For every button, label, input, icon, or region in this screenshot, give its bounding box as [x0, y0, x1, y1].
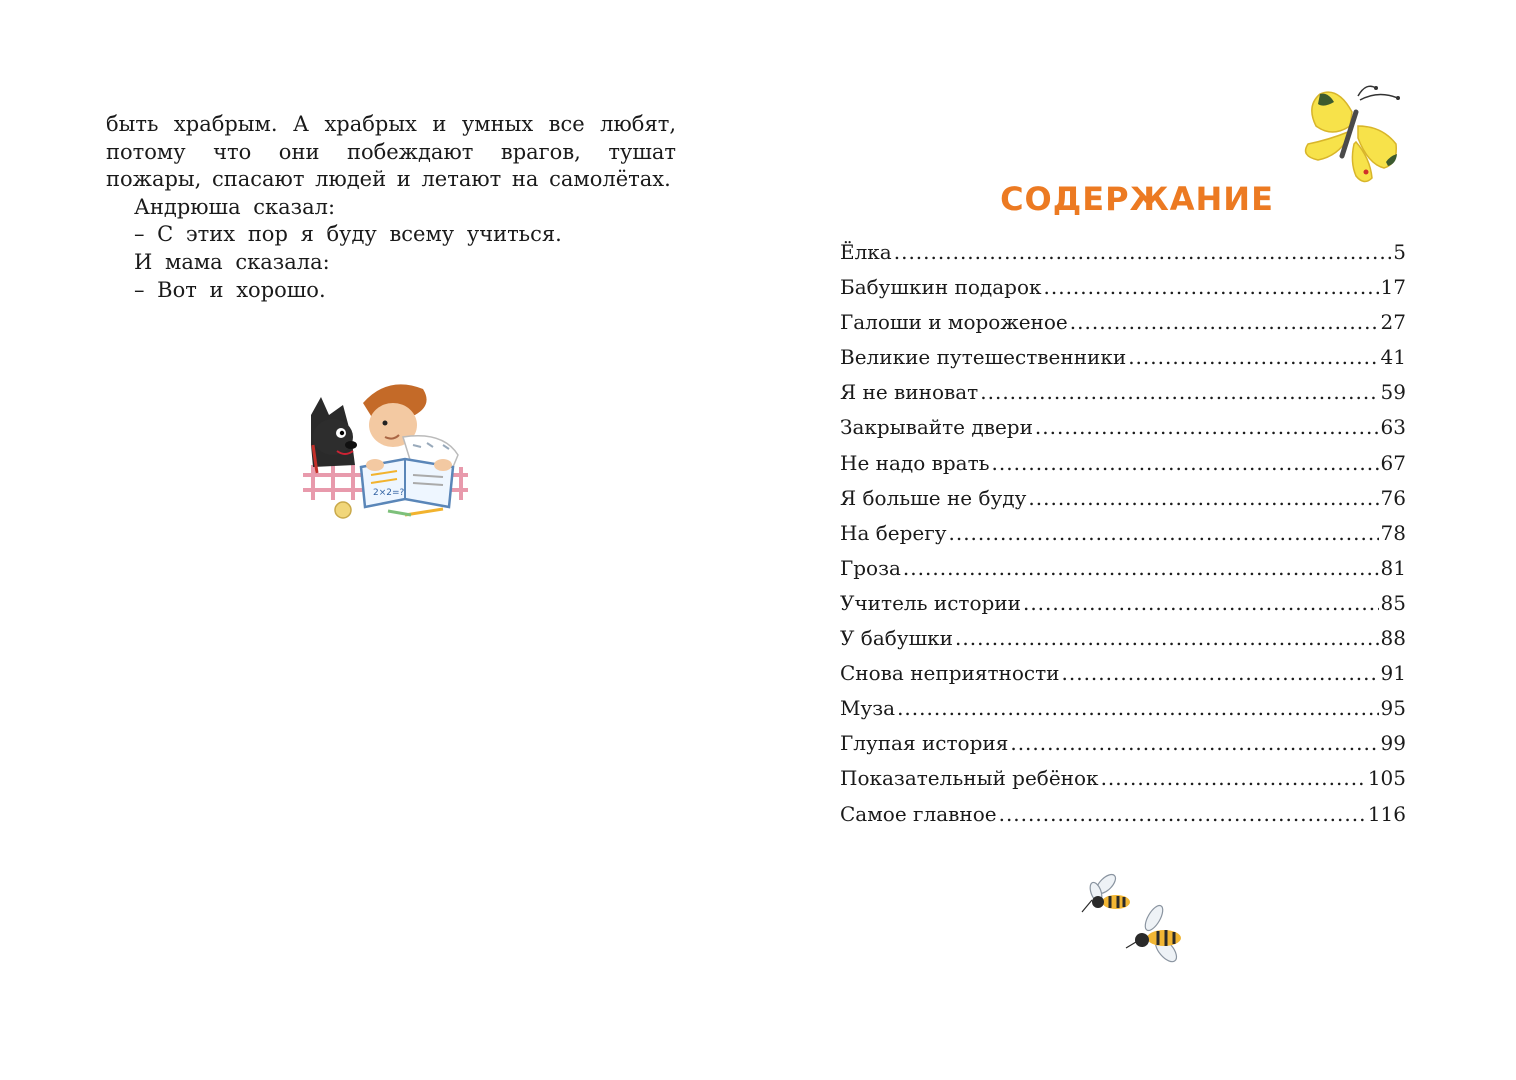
- toc-entry-title: Самое главное: [840, 801, 997, 826]
- toc-leader-dots: [1035, 415, 1379, 439]
- toc-entry-page-number: 78: [1380, 520, 1406, 545]
- butterfly-illustration: [1298, 82, 1408, 190]
- toc-leader-dots: [903, 556, 1379, 580]
- toc-entry-page-number: 41: [1380, 345, 1406, 370]
- toc-entry-title: Галоши и мороженое: [840, 310, 1068, 335]
- toc-entry-title: Бабушкин подарок: [840, 275, 1042, 300]
- toc-entry[interactable]: [840, 415, 1406, 450]
- toc-entry-title: Глупая история: [840, 731, 1009, 756]
- toc-leader-dots: [1128, 345, 1378, 369]
- toc-entry-page-number: 59: [1380, 380, 1406, 405]
- story-paragraph: И мама сказала:: [134, 249, 330, 274]
- toc-entry-title: Снова неприятности: [840, 661, 1060, 686]
- toc-entry-title: У бабушки: [840, 626, 954, 651]
- toc-entry-title: Учитель истории: [840, 590, 1021, 615]
- toc-entry-page-number: 81: [1380, 555, 1406, 580]
- right-page: [758, 0, 1516, 1080]
- toc-entry-page-number: 105: [1367, 766, 1406, 791]
- toc-leader-dots: [948, 521, 1378, 545]
- toc-entry[interactable]: [840, 802, 1406, 837]
- toc-leader-dots: [980, 380, 1378, 404]
- toc-entry-title: Ёлка: [840, 240, 892, 264]
- story-paragraph: быть храбрым. А храбрых и умных все любят, потому что они побеждают врагов, тушат пожары, спасают людей и летают на самолётах.: [106, 112, 676, 192]
- toc-entry-title: Я больше не буду: [840, 485, 1027, 510]
- toc-leader-dots: [897, 696, 1378, 720]
- toc-entry-page-number: 91: [1380, 661, 1406, 686]
- toc-leader-dots: [1062, 661, 1379, 685]
- toc-entry-title: Великие путешественники: [840, 345, 1127, 370]
- toc-entry-title: Не надо врать: [840, 450, 990, 475]
- toc-entry[interactable]: [840, 661, 1406, 696]
- toc-leader-dots: [1101, 766, 1366, 790]
- toc-entry-title: Показательный ребёнок: [840, 766, 1099, 791]
- toc-entry-title: Я не виноват: [840, 380, 979, 405]
- boy-with-book-and-dog-illustration: [293, 375, 478, 525]
- toc-entry[interactable]: [840, 626, 1406, 661]
- toc-leader-dots: [894, 240, 1392, 264]
- contents-title: СОДЕРЖАНИЕ: [1000, 180, 1274, 218]
- toc-entry-title: На берегу: [840, 520, 947, 545]
- toc-leader-dots: [1023, 591, 1379, 615]
- toc-leader-dots: [1028, 486, 1378, 510]
- book-formula-text: 2×2=?: [373, 488, 405, 498]
- toc-leader-dots: [955, 626, 1379, 650]
- toc-entry-page-number: 67: [1380, 450, 1406, 475]
- toc-entry-page-number: 88: [1380, 626, 1406, 651]
- toc-entry-page-number: 76: [1380, 485, 1406, 510]
- toc-entry-page-number: 63: [1380, 415, 1406, 440]
- toc-leader-dots: [1010, 731, 1378, 755]
- toc-entry-page-number: 99: [1380, 731, 1406, 756]
- toc-entry-title: Закрывайте двери: [840, 415, 1033, 440]
- story-text: [106, 111, 676, 304]
- toc-entry[interactable]: [840, 486, 1406, 521]
- toc-entry-page-number: 116: [1367, 801, 1406, 826]
- toc-leader-dots: [992, 451, 1379, 475]
- toc-entry[interactable]: [840, 451, 1406, 486]
- story-paragraph: – Вот и хорошо.: [134, 277, 326, 302]
- toc-entry-page-number: 5: [1393, 240, 1406, 264]
- toc-entry[interactable]: [840, 521, 1406, 556]
- toc-entry[interactable]: [840, 380, 1406, 415]
- toc-entry[interactable]: [840, 240, 1406, 275]
- toc-entry[interactable]: [840, 591, 1406, 626]
- toc-entry-page-number: 95: [1380, 696, 1406, 721]
- table-of-contents: [840, 240, 1406, 837]
- toc-leader-dots: [1070, 310, 1379, 334]
- toc-entry[interactable]: [840, 345, 1406, 380]
- bees-illustration: [1074, 872, 1194, 974]
- toc-leader-dots: [1044, 275, 1379, 299]
- toc-entry[interactable]: [840, 275, 1406, 310]
- story-paragraph: – С этих пор я буду всему учиться.: [134, 222, 562, 247]
- toc-entry-page-number: 27: [1380, 310, 1406, 335]
- toc-entry-page-number: 85: [1380, 590, 1406, 615]
- toc-entry[interactable]: [840, 696, 1406, 731]
- toc-leader-dots: [999, 802, 1366, 826]
- toc-entry[interactable]: [840, 310, 1406, 345]
- toc-entry[interactable]: [840, 556, 1406, 591]
- toc-entry-title: Гроза: [840, 555, 901, 580]
- toc-entry-page-number: 17: [1380, 275, 1406, 300]
- toc-entry-title: Муза: [840, 696, 896, 721]
- toc-entry[interactable]: [840, 731, 1406, 766]
- toc-entry[interactable]: [840, 766, 1406, 801]
- story-paragraph: Андрюша сказал:: [134, 194, 336, 219]
